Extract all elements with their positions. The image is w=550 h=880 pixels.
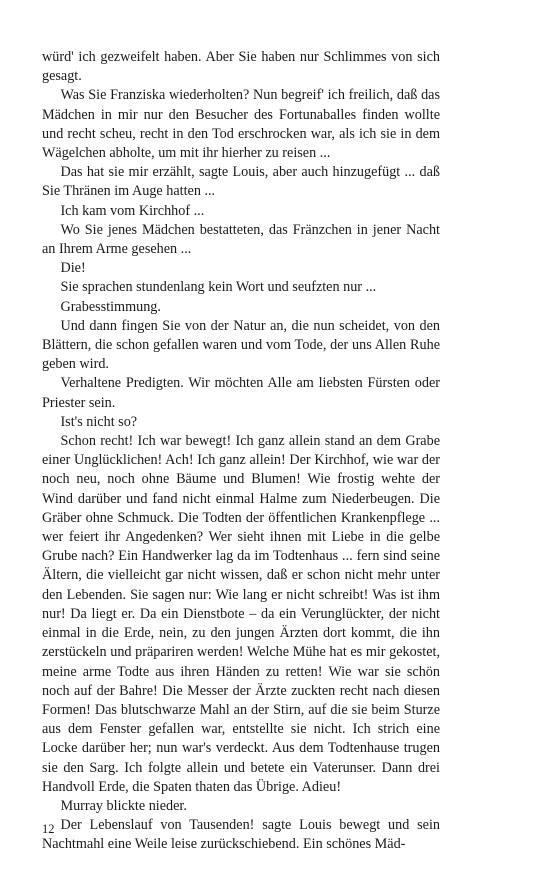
paragraph: Der Lebenslauf von Tausenden! sagte Louis bewegt und sein Nachtmahl eine Weile leise zurückschiebend. Ein schönes Mäd- [42, 817, 440, 853]
paragraph: Sie sprachen stundenlang kein Wort und seufzten nur ... [60, 279, 377, 296]
paragraph: Verhaltene Predigten. Wir möchten Alle am liebsten Fürsten oder Priester sein. [42, 375, 440, 411]
paragraph: Ist's nicht so? [60, 413, 138, 430]
paragraph: Ich kam vom Kirchhof ... [60, 202, 205, 219]
paragraph: Wo Sie jenes Mädchen bestatteten, das Fränzchen in jener Nacht an Ihrem Arme gesehen ... [42, 221, 440, 258]
page-body-text [42, 48, 440, 855]
paragraph: würd' ich gezweifelt haben. Aber Sie haben nur Schlimmes von sich gesagt. [42, 49, 440, 85]
paragraph: Und dann fingen Sie von der Natur an, die nun scheidet, von den Blättern, die schon gefallen waren und vom Tode, der uns Allen Ruhe geben wird. [42, 317, 440, 373]
paragraph: Murray blickte nieder. [60, 797, 187, 814]
paragraph: Die! [60, 260, 86, 277]
paragraph: Was Sie Franziska wiederholten? Nun begreif' ich freilich, daß das Mädchen in mir nur den Besucher des Fortunaballes finden wollte und recht scheu, recht in den Tod erschrocken war, als ich sie in dem Wägelchen abholte, um mit ihr hierher zu reisen ... [42, 87, 440, 162]
page-number: 12 [42, 822, 55, 836]
paragraph: Grabesstimmung. [60, 298, 161, 315]
paragraph: Das hat sie mir erzählt, sagte Louis, aber auch hinzugefügt ... daß Sie Thränen im Auge hatten ... [42, 164, 440, 200]
paragraph: Schon recht! Ich war bewegt! Ich ganz allein stand an dem Grabe einer Unglücklichen! Ach! Ich ganz allein! Der Kirchhof, wie war der noch neu, noch ohne Bäume und Blumen! Wie frostig wehte der Wind darüber und fand nicht einmal Halme zum Niederbeugen. Die Gräber ohne Schmuck. Die Todten der öffentlichen Krankenpflege ... wer feiert ihr Angedenken? Wer sieht ihnen mit Liebe in die gelbe Grube nach? Ein Handwerker lag da im Todtenhaus ... fern sind seine Ältern, die vielleicht gar nicht wissen, daß er schon nicht mehr unter den Lebenden. Sie sagen nur: Wie lang er nicht schreibt! Was ist ihm nur! Da liegt er. Da ein Dienstbote – da ein Verunglückter, der nicht einmal in die Erde, nein, zu den jungen Ärzten dort kommt, die ihn zerstückeln und präpariren werden! Welche Mühe hat es mir gekostet, meine arme Todte aus ihren Händen zu retten! Wie war sie schön noch auf der Bahre! Die Messer der Ärzte zuckten recht nach diesen Formen! Das blutschwarze Mahl an der Stirn, auf die sie beim Sturze aus dem Fenster gefallen war, entstellte sie nicht. Ich strich eine Locke darüber her; nun war's verdeckt. Aus dem Todtenhause trugen sie den Sarg. Ich folgte allein und betete ein Vaterunser. Dann drei Handvoll Erde, die Spaten thaten das Übrige. Adieu! [42, 433, 440, 795]
